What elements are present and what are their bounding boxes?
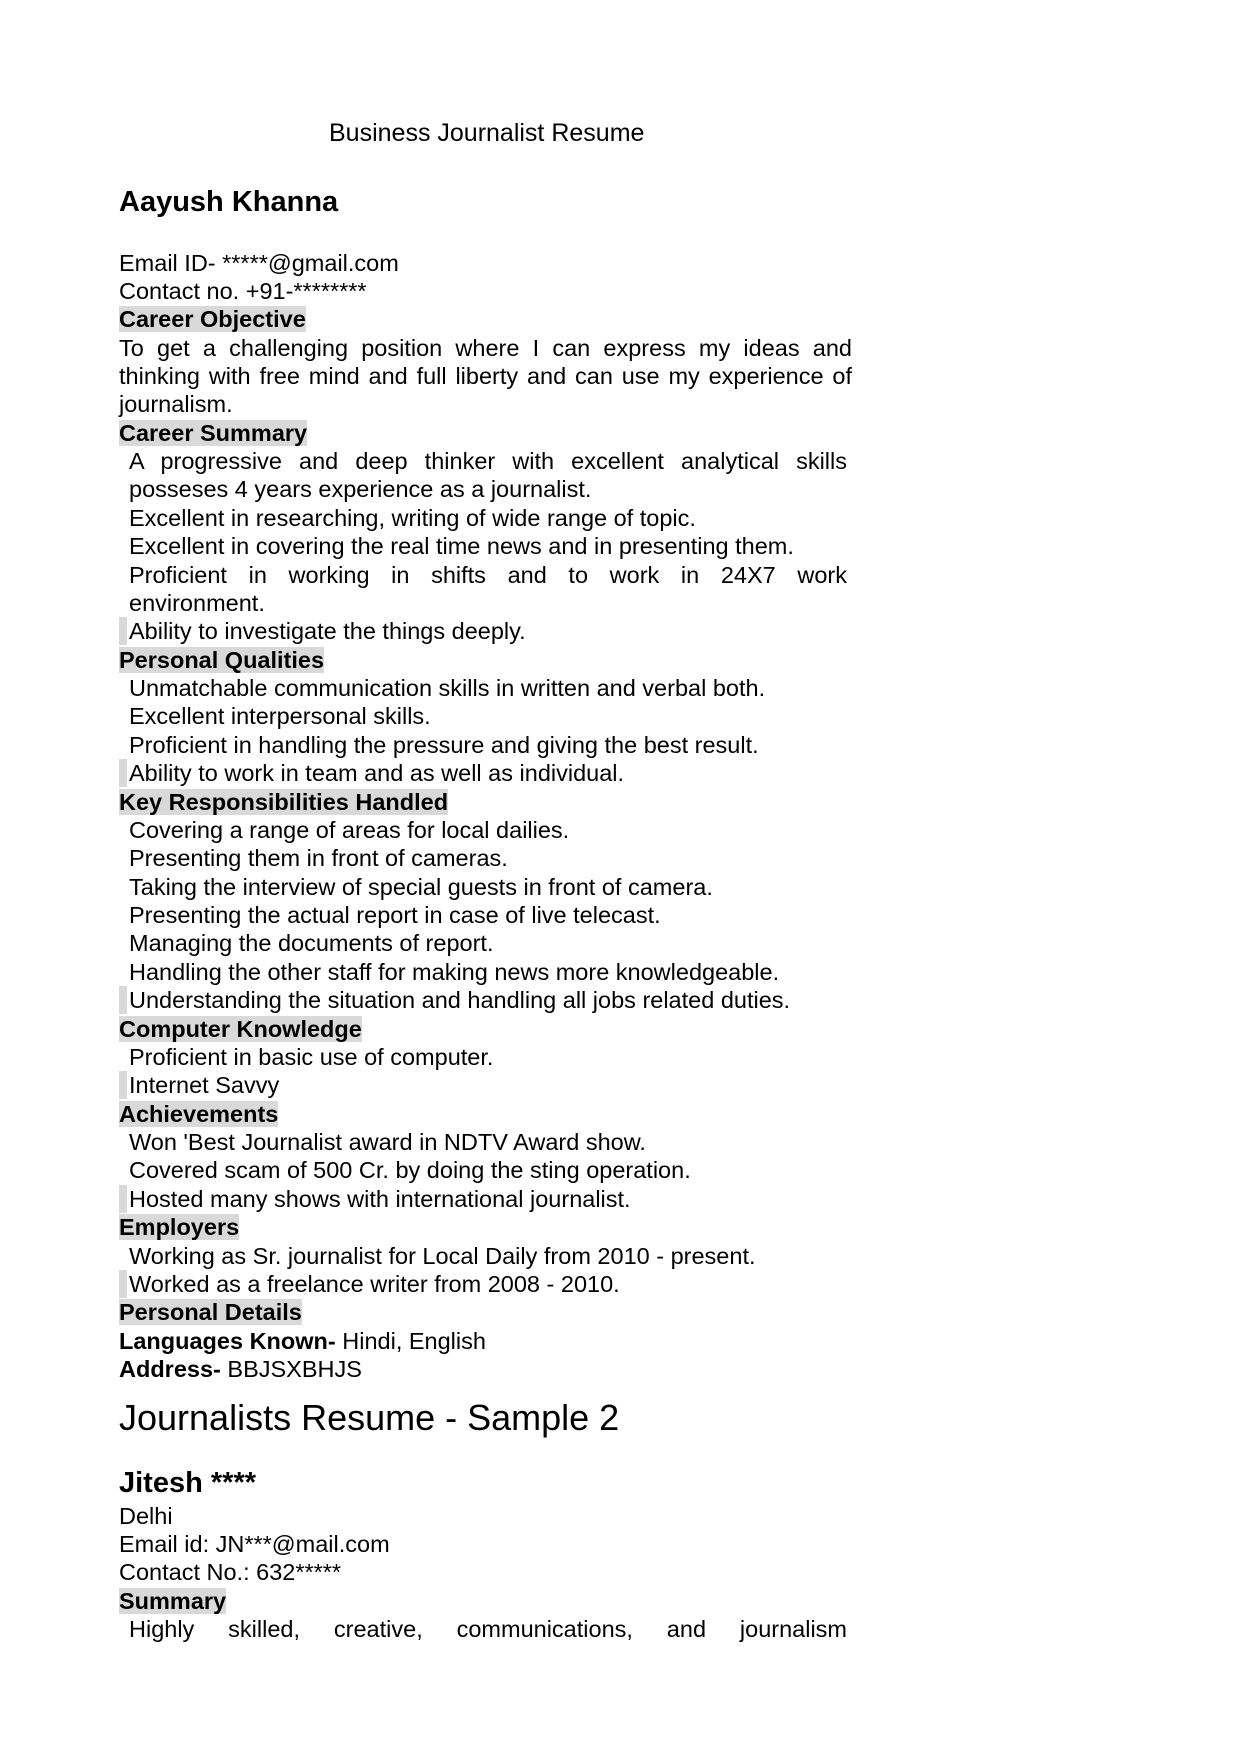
summary-line: Excellent in researching, writing of wide range of topic. xyxy=(129,505,696,531)
languages-label: Languages Known- xyxy=(119,1328,336,1354)
candidate-name-2: Jitesh **** xyxy=(119,1467,257,1499)
quality-line: Proficient in handling the pressure and giving the best result. xyxy=(129,732,759,758)
highlight-marker xyxy=(119,1185,127,1213)
responsibility-line: Understanding the situation and handling all jobs related duties. xyxy=(129,987,791,1013)
computer-line: Proficient in basic use of computer. xyxy=(129,1044,494,1070)
section-heading-personal-details: Personal Details xyxy=(119,1299,302,1325)
summary-line: A progressive and deep thinker with excellent analytical skills xyxy=(129,448,847,474)
responsibility-line: Presenting the actual report in case of live telecast. xyxy=(129,902,661,928)
summary-line: Ability to investigate the things deeply. xyxy=(129,618,526,644)
languages-line xyxy=(119,1327,852,1355)
highlight-marker xyxy=(119,1270,127,1298)
section-heading-career-summary: Career Summary xyxy=(119,420,308,446)
contact-line: Contact no. +91-******** xyxy=(119,278,367,304)
address-line xyxy=(119,1355,852,1383)
summary-line: environment. xyxy=(129,590,265,616)
summary-line: posseses 4 years experience as a journalist. xyxy=(129,476,592,502)
responsibility-line: Covering a range of areas for local dailies. xyxy=(129,817,570,843)
computer-line: Internet Savvy xyxy=(129,1072,280,1098)
highlight-marker xyxy=(119,759,127,787)
highlight-marker xyxy=(119,617,127,645)
highlight-marker xyxy=(119,1071,127,1099)
section-heading-key-responsibilities: Key Responsibilities Handled xyxy=(119,789,449,815)
employer-line: Working as Sr. journalist for Local Daily from 2010 - present. xyxy=(129,1243,756,1269)
candidate-name: Aayush Khanna xyxy=(119,186,339,218)
section-heading-achievements: Achievements xyxy=(119,1101,279,1127)
responsibility-line: Managing the documents of report. xyxy=(129,930,494,956)
summary-line-2: Highly skilled, creative, communications, and journalism xyxy=(129,1616,847,1642)
section-heading-personal-qualities: Personal Qualities xyxy=(119,647,325,673)
email-line-2: Email id: JN***@mail.com xyxy=(119,1531,390,1557)
quality-line: Unmatchable communication skills in written and verbal both. xyxy=(129,675,766,701)
document-title: Business Journalist Resume xyxy=(329,119,645,147)
responsibility-line: Taking the interview of special guests in front of camera. xyxy=(129,874,713,900)
employer-line: Worked as a freelance writer from 2008 - 2010. xyxy=(129,1271,620,1297)
languages-value: Hindi, English xyxy=(335,1328,486,1354)
quality-line: Ability to work in team and as well as individual. xyxy=(129,760,625,786)
achievement-line: Hosted many shows with international journalist. xyxy=(129,1186,631,1212)
section-heading-career-objective: Career Objective xyxy=(119,306,306,332)
city-line: Delhi xyxy=(119,1503,173,1529)
quality-line: Excellent interpersonal skills. xyxy=(129,703,431,729)
sample-2-heading: Journalists Resume - Sample 2 xyxy=(119,1397,620,1438)
achievement-line: Won 'Best Journalist award in NDTV Award show. xyxy=(129,1129,646,1155)
summary-line: Proficient in working in shifts and to work in 24X7 work xyxy=(129,562,847,588)
summary-line: Excellent in covering the real time news and in presenting them. xyxy=(129,533,794,559)
email-line: Email ID- *****@gmail.com xyxy=(119,250,399,276)
address-value: BBJSXBHJS xyxy=(220,1356,362,1382)
contact-line-2: Contact No.: 632***** xyxy=(119,1559,342,1585)
objective-line: To get a challenging position where I can express my ideas and xyxy=(119,335,852,361)
responsibility-line: Handling the other staff for making news more knowledgeable. xyxy=(129,959,780,985)
objective-line: thinking with free mind and full liberty and can use my experience of xyxy=(119,363,852,389)
section-heading-employers: Employers xyxy=(119,1214,240,1240)
section-heading-computer-knowledge: Computer Knowledge xyxy=(119,1016,362,1042)
section-heading-summary: Summary xyxy=(119,1588,227,1614)
objective-line: journalism. xyxy=(119,391,233,417)
highlight-marker xyxy=(119,986,127,1014)
address-label: Address- xyxy=(119,1356,221,1382)
responsibility-line: Presenting them in front of cameras. xyxy=(129,845,508,871)
achievement-line: Covered scam of 500 Cr. by doing the sting operation. xyxy=(129,1157,691,1183)
